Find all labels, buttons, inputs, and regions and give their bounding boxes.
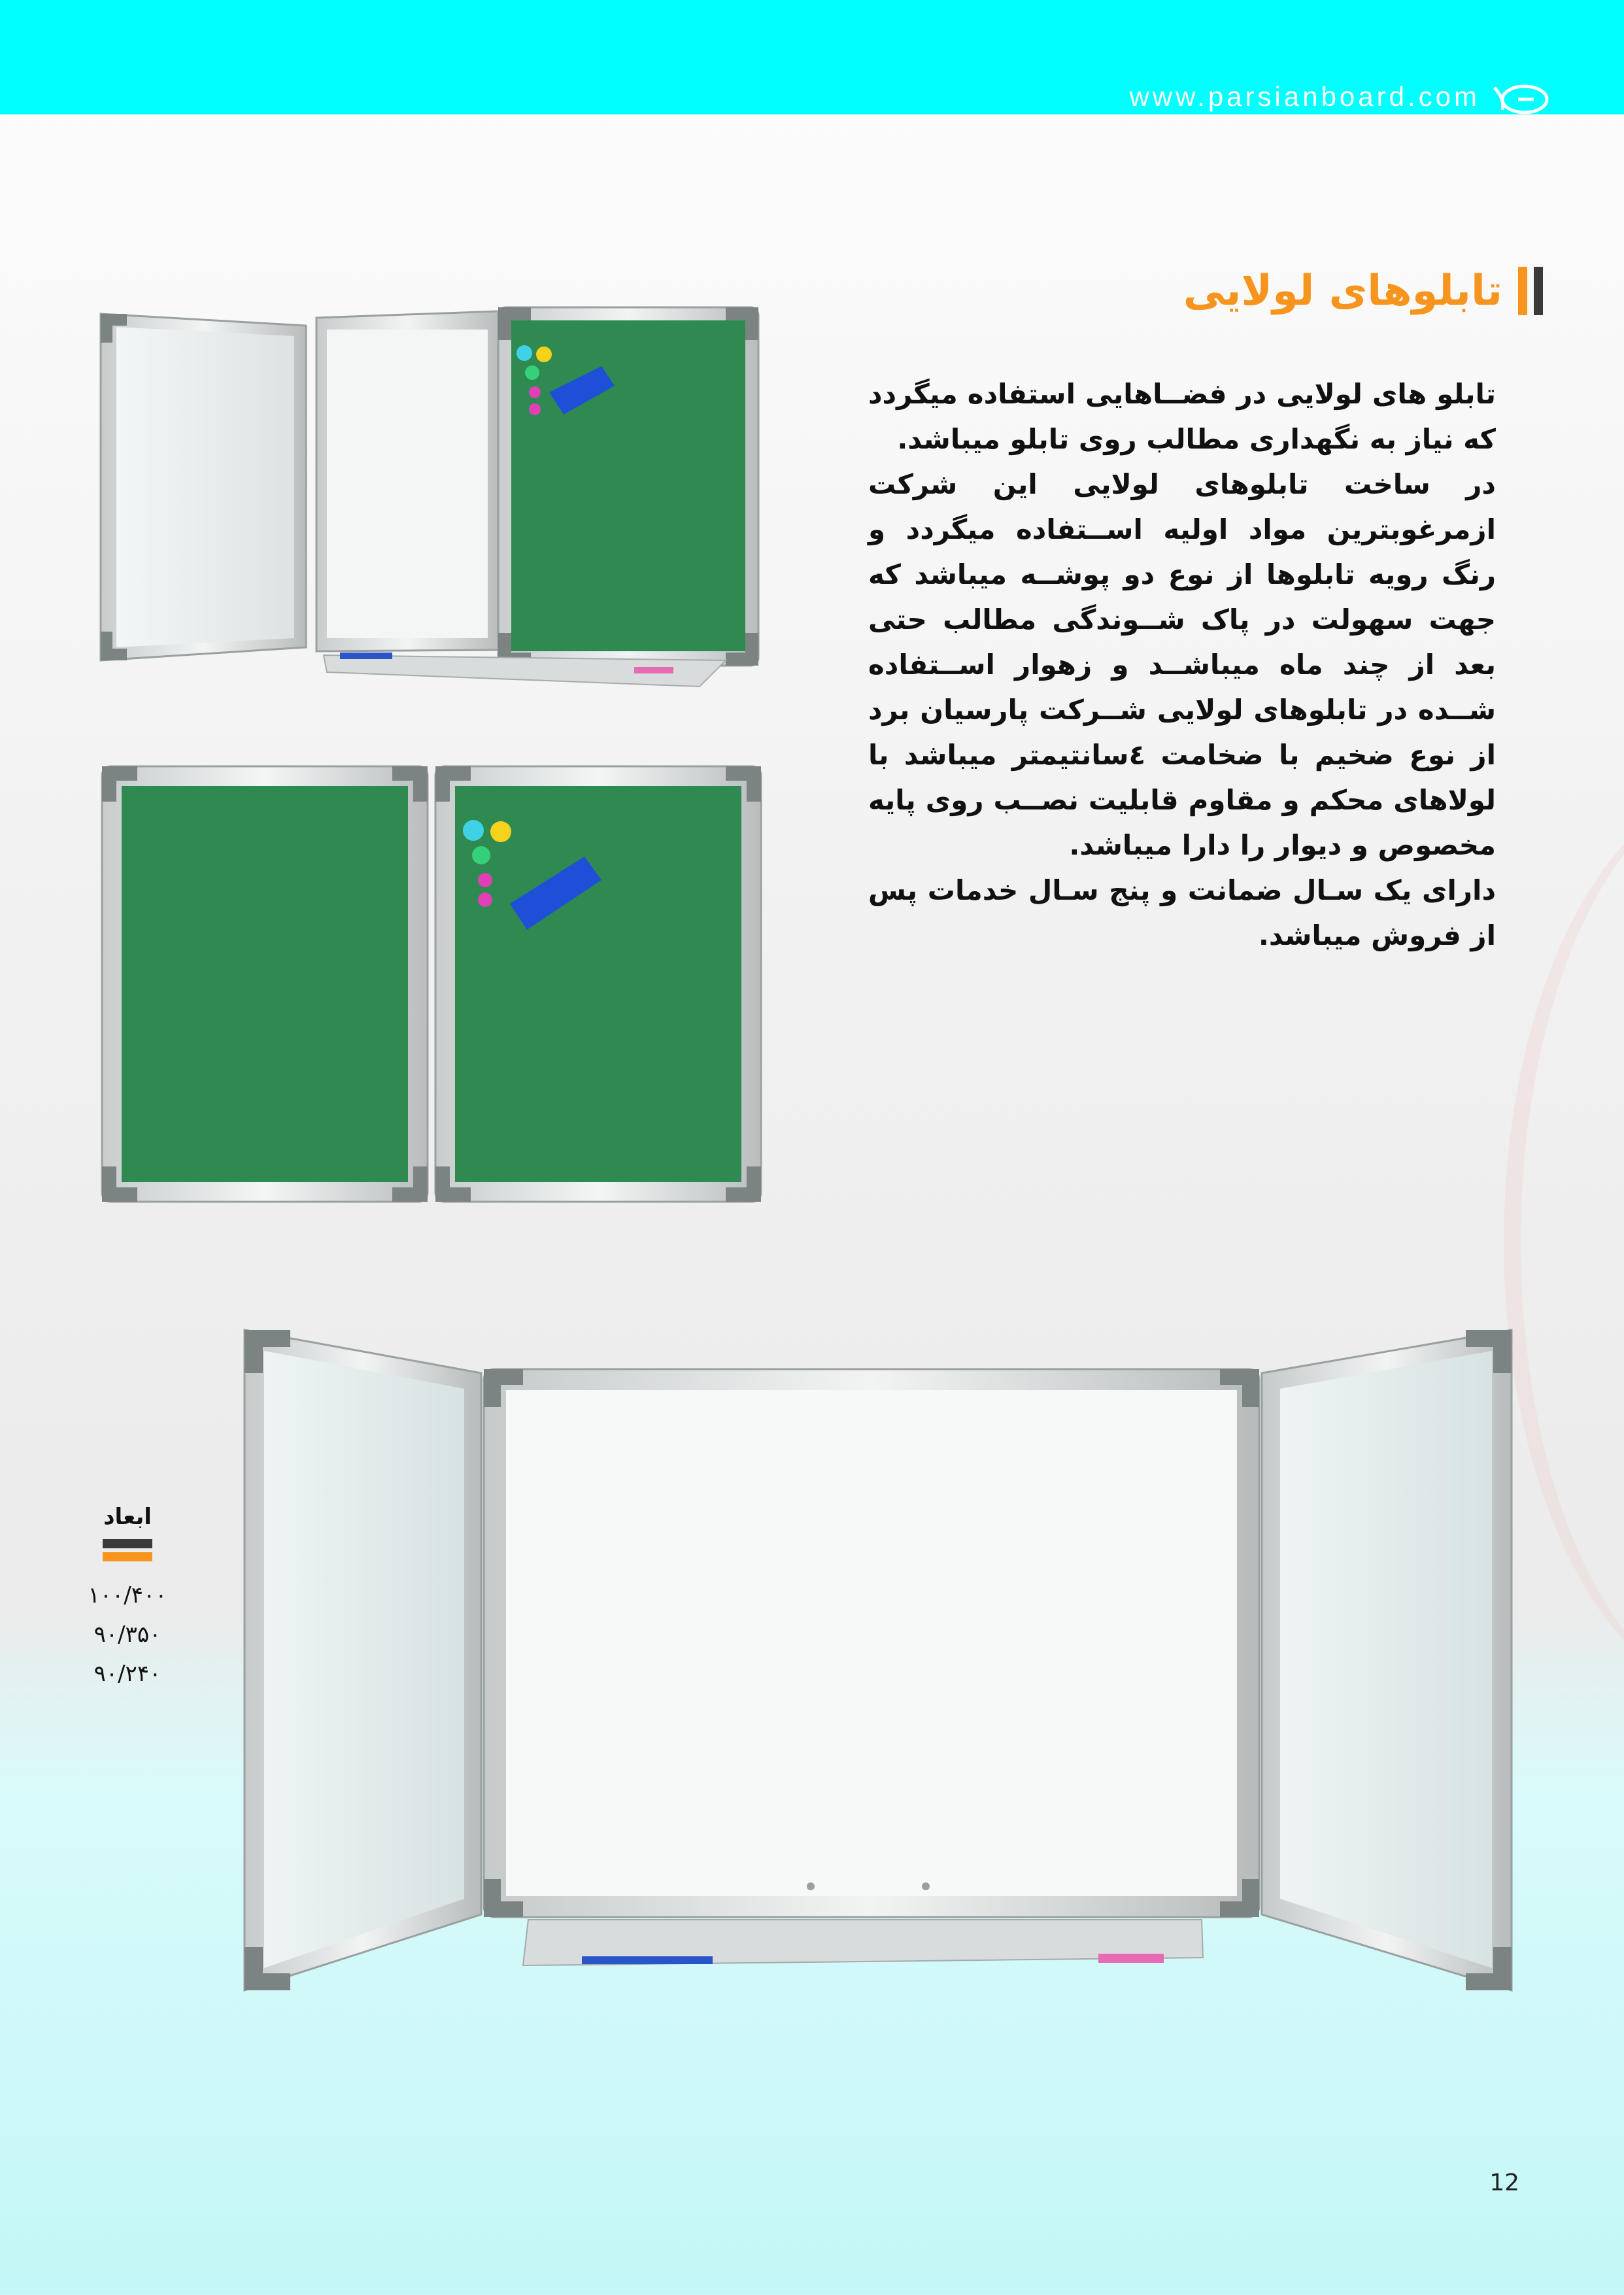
brand-logo-icon bbox=[1492, 80, 1551, 116]
section-heading bbox=[1183, 267, 1543, 315]
website-url[interactable]: www.parsianboard.com bbox=[1129, 81, 1480, 112]
page-number: 12 bbox=[1489, 2169, 1519, 2196]
dimension-item: ۹۰/۲۴۰ bbox=[93, 1661, 161, 1687]
product-image-full-hinged-board bbox=[242, 1321, 1517, 2001]
dimension-item: ۹۰/۳۵۰ bbox=[93, 1622, 161, 1648]
description-paragraph: تابلو های لولایی در فضــاهایی استفاده میگردد که نیاز به نگهداری مطالب روی تابلو میباشد. bbox=[868, 378, 1496, 455]
page-title: تابلوهای لولایی bbox=[1183, 267, 1502, 315]
heading-marker bbox=[1518, 267, 1543, 315]
dimensions-title: ابعاد bbox=[103, 1504, 152, 1530]
description-paragraph: دارای یک سـال ضمانت و پنج سـال خدمات پس از فروش میباشد. bbox=[868, 874, 1496, 951]
product-image-open-hinged-board bbox=[98, 294, 765, 713]
product-image-closed-hinged-board bbox=[98, 758, 765, 1210]
description-text bbox=[868, 371, 1496, 958]
dimension-item: ۱۰۰/۴۰۰ bbox=[88, 1582, 167, 1608]
description-paragraph: در ساخت تابلوهای لولایی این شرکت ازمرغوبترین مواد اولیه اســتفاده میگردد و رنگ رویه تابلوها از نوع دو پوشــه میباشد که جهت سهولت در پاک شــوندگی مطالب حتی بعد از چند ماه میباشــد و زهوار اســتفاده شــده در تابلوهای لولایی شــرکت پارسیان برد از نوع ضخیم با ضخامت ٤سانتیمتر میباشد با لولاهای محکم و مقاوم قابلیت نصــب روی پایه مخصوص و دیوار را دارا میباشد. bbox=[868, 468, 1496, 861]
decorative-arc bbox=[1504, 785, 1624, 1700]
dimensions-divider-dark bbox=[103, 1539, 152, 1548]
dimensions-divider-orange bbox=[103, 1552, 152, 1561]
dimensions-panel bbox=[72, 1504, 183, 1693]
